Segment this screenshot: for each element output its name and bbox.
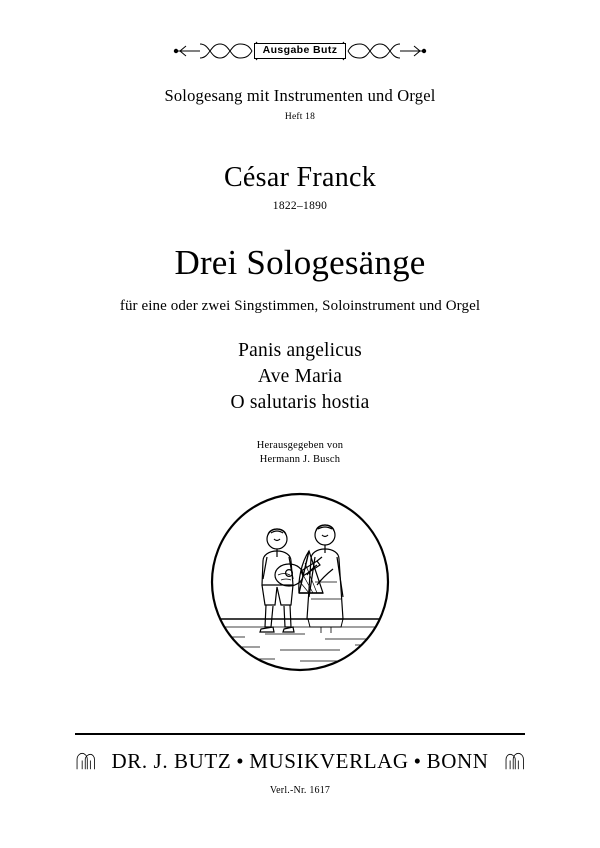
gothic-arch-ornament-icon — [75, 744, 95, 778]
series-title: Sologesang mit Instrumenten und Orgel — [164, 86, 436, 105]
footer-publisher: DR. J. BUTZ — [111, 748, 232, 773]
medieval-musicians-roundel-icon — [205, 487, 395, 677]
movement-item: Ave Maria — [257, 366, 343, 387]
footer-publisher-line — [111, 749, 488, 774]
editor-name: Hermann J. Busch — [259, 454, 341, 465]
footer-divider — [75, 733, 525, 735]
footer-separator: • — [413, 748, 422, 773]
footer-city: BONN — [426, 748, 489, 773]
gothic-arch-ornament-icon — [505, 744, 525, 778]
footer-separator: • — [236, 748, 245, 773]
composer-lifespan: 1822–1890 — [272, 200, 328, 212]
series-issue: Heft 18 — [284, 112, 316, 122]
footer — [0, 733, 600, 796]
editor-credit — [257, 440, 344, 465]
movement-item: Panis angelicus — [238, 340, 362, 361]
plate-number: Verl.-Nr. 1617 — [269, 785, 331, 796]
publisher-banner-label: Ausgabe Butz — [254, 43, 347, 60]
footer-kind: MUSIKVERLAG — [249, 748, 409, 773]
publisher-banner — [170, 36, 430, 66]
cover-illustration — [205, 487, 395, 677]
footer-imprint — [75, 744, 525, 778]
editor-prefix: Herausgegeben von — [256, 440, 344, 451]
composer-name: César Franck — [223, 162, 377, 193]
movement-item: O salutaris hostia — [230, 392, 370, 413]
movement-list — [231, 340, 370, 414]
work-title: Drei Sologesänge — [174, 243, 426, 282]
work-scoring: für eine oder zwei Singstimmen, Soloinstrument und Orgel — [119, 298, 481, 314]
